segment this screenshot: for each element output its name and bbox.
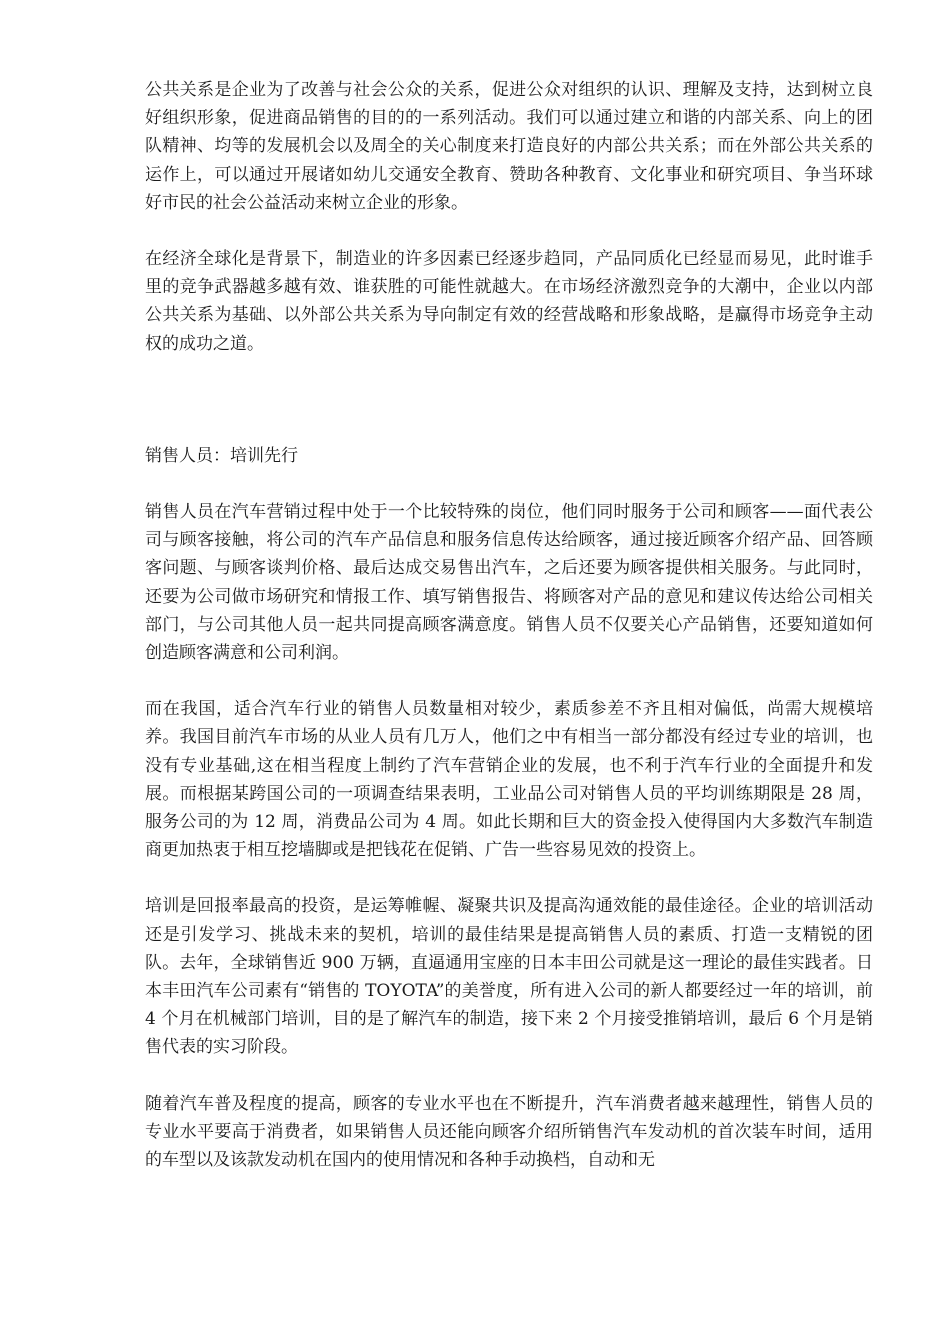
paragraph-domestic-situation: 而在我国，适合汽车行业的销售人员数量相对较少，素质参差不齐且相对偏低，尚需大规模培养。我国目前汽车市场的从业人员有几万人，他们之中有相当一部分都没有经过专业的培训，也没有专业基础,这在相当程度上制约了汽车营销企业的发展，也不利于汽车行业的全面提升和发展。而根据某跨国公司的一项调查结果表明，工业品公司对销售人员的平均训练期限是 28 周，服务公司的为 12 周，消费品公司为 4 周。如此长期和巨大的资金投入使得国内大多数汽车制造商更加热衷于相互挖墙脚或是把钱花在促销、广告一些容易见效的投资上。: [145, 699, 873, 861]
paragraph-spacer: [145, 667, 873, 695]
paragraph-spacer: [145, 864, 873, 892]
paragraph-public-relations: 公共关系是企业为了改善与社会公众的关系，促进公众对组织的认识、理解及支持，达到树立良好组织形象，促进商品销售的目的的一系列活动。我们可以通过建立和谐的内部关系、向上的团队精神、均等的发展机会以及周全的关心制度来打造良好的内部公共关系；而在外部公共关系的运作上，可以通过开展诸如幼儿交通安全教育、赞助各种教育、文化事业和研究项目、争当环球好市民的社会公益活动来树立企业的形象。: [145, 80, 873, 213]
paragraph-spacer: [145, 470, 873, 498]
paragraph-sales-role: 销售人员在汽车营销过程中处于一个比较特殊的岗位，他们同时服务于公司和顾客——面代表公司与顾客接触，将公司的汽车产品信息和服务信息传达给顾客，通过接近顾客介绍产品、回答顾客问题、与顾客谈判价格、最后达成交易售出汽车，之后还要为顾客提供相关服务。与此同时，还要为公司做市场研究和情报工作、填写销售报告、将顾客对产品的意见和建议传达给公司相关部门，与公司其他人员一起共同提高顾客满意度。销售人员不仅要关心产品销售，还要知道如何创造顾客满意和公司利润。: [145, 502, 873, 664]
document-page: [145, 76, 873, 1174]
paragraph-training-investment: 培训是回报率最高的投资，是运筹帷幄、凝聚共识及提高沟通效能的最佳途径。企业的培训活动还是引发学习、挑战未来的契机，培训的最佳结果是提高销售人员的素质、打造一支精锐的团队。去年，全球销售近 900 万辆，直逼通用宝座的日本丰田公司就是这一理论的最佳实践者。日本丰田汽车公司素有“销售的 TOYOTA”的美誉度，所有进入公司的新人都要经过一年的培训，前 4 个月在机械部门培训，目的是了解汽车的制造，接下来 2 个月接受推销培训，最后 6 个月是销售代表的实习阶段。: [145, 896, 873, 1058]
section-spacer: [145, 358, 873, 442]
section-heading: 销售人员：培训先行: [145, 445, 298, 466]
paragraph-customer-expertise: 随着汽车普及程度的提高，顾客的专业水平也在不断提升，汽车消费者越来越理性，销售人员的专业水平要高于消费者，如果销售人员还能向顾客介绍所销售汽车发动机的首次装车时间，适用的车型以及该款发动机在国内的使用情况和各种手动换档，自动和无: [145, 1093, 873, 1171]
paragraph-globalization: 在经济全球化是背景下，制造业的许多因素已经逐步趋同，产品同质化已经显而易见，此时谁手里的竞争武器越多越有效、谁获胜的可能性就越大。在市场经济激烈竞争的大潮中，企业以内部公共关系为基础、以外部公共关系为导向制定有效的经营战略和形象战略，是赢得市场竞争主动权的成功之道。: [145, 249, 873, 354]
paragraph-spacer: [145, 217, 873, 245]
paragraph-spacer: [145, 1062, 873, 1090]
